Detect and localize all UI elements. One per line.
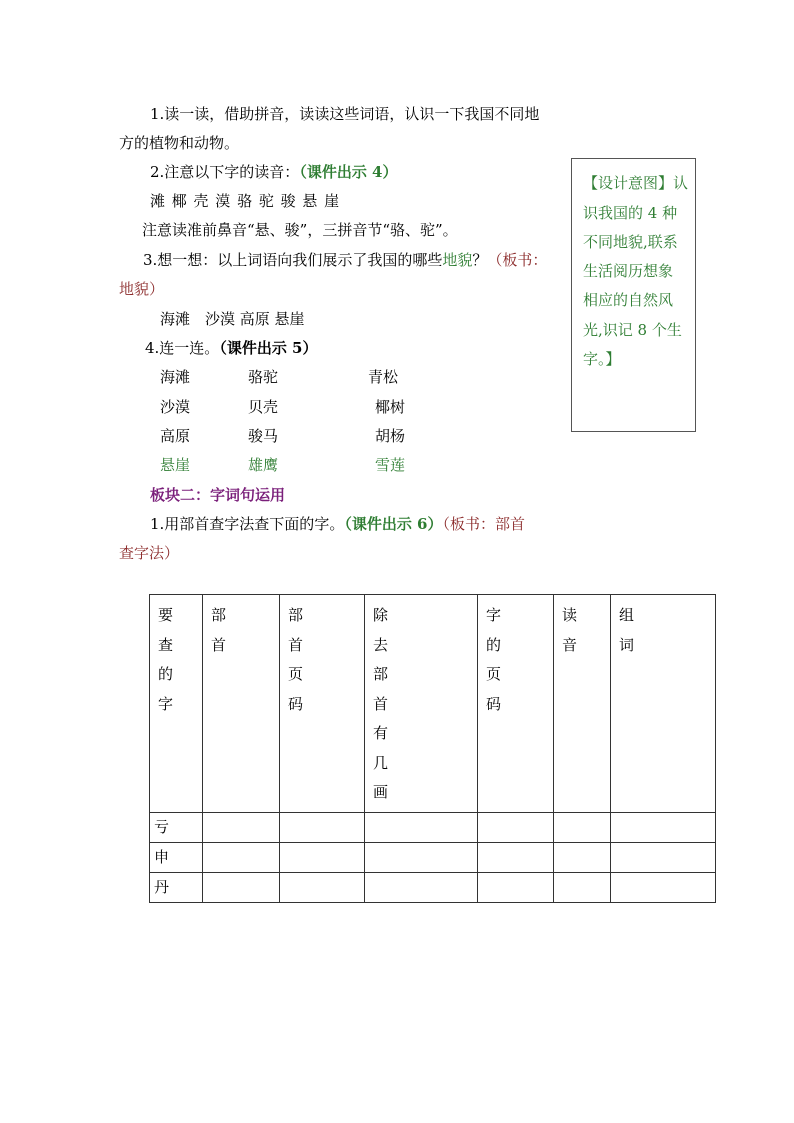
table-cell[interactable] <box>478 872 554 902</box>
table-row <box>150 872 716 902</box>
design-intent-line: 相应的自然风 <box>583 291 674 309</box>
instruction-3-text-b: ？ <box>472 251 488 269</box>
table-cell[interactable] <box>611 812 716 842</box>
match-col1-item: 沙漠 <box>160 398 191 416</box>
header-cell: 字的页码 <box>478 595 554 813</box>
header-cell: 部首 <box>203 595 280 813</box>
table-cell[interactable] <box>203 872 280 902</box>
board-note-5a: （板书：部首 <box>442 515 526 533</box>
instruction-3-word: 地貌 <box>442 251 473 269</box>
instruction-1-line2: 方的植物和动物。 <box>119 134 240 152</box>
table-header-row <box>150 595 716 813</box>
radical-lookup-table <box>149 594 716 903</box>
header-cell: 除去部首有几画 <box>365 595 478 813</box>
match-col3-item: 胡杨 <box>375 427 406 445</box>
table-cell[interactable] <box>478 842 554 872</box>
board-note-3a: （板书： <box>487 251 548 269</box>
instruction-4 <box>145 338 317 358</box>
courseware-tag-5: （课件出示 5） <box>219 339 318 357</box>
design-intent-box <box>571 158 696 432</box>
design-intent-line: 【设计意图】认 <box>583 174 689 192</box>
match-col2-item: 骏马 <box>248 427 279 445</box>
match-col2-item: 贝壳 <box>248 398 279 416</box>
instruction-2-text: 2.注意以下字的读音： <box>150 163 300 181</box>
table-cell[interactable] <box>554 812 611 842</box>
table-cell[interactable] <box>365 842 478 872</box>
instruction-5 <box>150 514 525 534</box>
table-cell[interactable] <box>280 842 365 872</box>
header-cell: 部首页码 <box>280 595 365 813</box>
instruction-4-text: 4.连一连。 <box>145 339 220 357</box>
match-col3-item: 雪莲 <box>375 456 406 474</box>
table-cell[interactable] <box>203 842 280 872</box>
instruction-1-line1: 1.读一读，借助拼音，读读这些词语，认识一下我国不同地 <box>150 105 540 123</box>
table-cell[interactable] <box>280 872 365 902</box>
table-cell: 申 <box>150 842 203 872</box>
instruction-3 <box>143 250 547 270</box>
table-cell[interactable] <box>611 842 716 872</box>
board-note-5b: 查字法） <box>119 544 180 562</box>
match-col3-item: 椰树 <box>375 398 406 416</box>
instruction-5-text: 1.用部首查字法查下面的字。 <box>150 515 345 533</box>
table-cell[interactable] <box>365 872 478 902</box>
match-col1-item: 高原 <box>160 427 191 445</box>
table-cell[interactable] <box>611 872 716 902</box>
design-intent-line: 光,识记 8 个生 <box>583 321 682 339</box>
instruction-2 <box>150 162 397 182</box>
table-cell[interactable] <box>203 812 280 842</box>
design-intent-line: 不同地貌,联系 <box>583 233 678 251</box>
board-note-3b: 地貌） <box>119 280 165 298</box>
characters-row: 滩 椰 壳 漠 骆 驼 骏 悬 崖 <box>150 192 341 210</box>
match-col1-item: 悬崖 <box>160 456 191 474</box>
table-cell[interactable] <box>554 872 611 902</box>
design-intent-line: 识我国的 4 种 <box>583 204 678 222</box>
instruction-3-text-a: 3.想一想：以上词语向我们展示了我国的哪些 <box>143 251 443 269</box>
match-col2-item: 骆驼 <box>248 368 279 386</box>
table-cell: 亏 <box>150 812 203 842</box>
table-cell[interactable] <box>280 812 365 842</box>
table-cell: 丹 <box>150 872 203 902</box>
match-col3-item: 青松 <box>368 368 399 386</box>
header-cell: 读音 <box>554 595 611 813</box>
table-cell[interactable] <box>478 812 554 842</box>
header-cell: 要查的字 <box>150 595 203 813</box>
section-2-title: 板块二：字词句运用 <box>150 486 286 504</box>
match-col1-item: 海滩 <box>160 368 191 386</box>
courseware-tag-6: （课件出示 6） <box>344 515 443 533</box>
table-cell[interactable] <box>365 812 478 842</box>
design-intent-line: 字。】 <box>583 350 621 368</box>
courseware-tag-4: （课件出示 4） <box>299 163 398 181</box>
pronunciation-note: 注意读准前鼻音“悬、骏”，三拼音节“骆、驼”。 <box>142 221 458 239</box>
landforms-list: 海滩 沙漠 高原 悬崖 <box>160 310 305 328</box>
match-col2-item: 雄鹰 <box>248 456 279 474</box>
table-row <box>150 812 716 842</box>
header-cell: 组词 <box>611 595 716 813</box>
table-cell[interactable] <box>554 842 611 872</box>
design-intent-line: 生活阅历想象 <box>583 262 674 280</box>
table-row <box>150 842 716 872</box>
